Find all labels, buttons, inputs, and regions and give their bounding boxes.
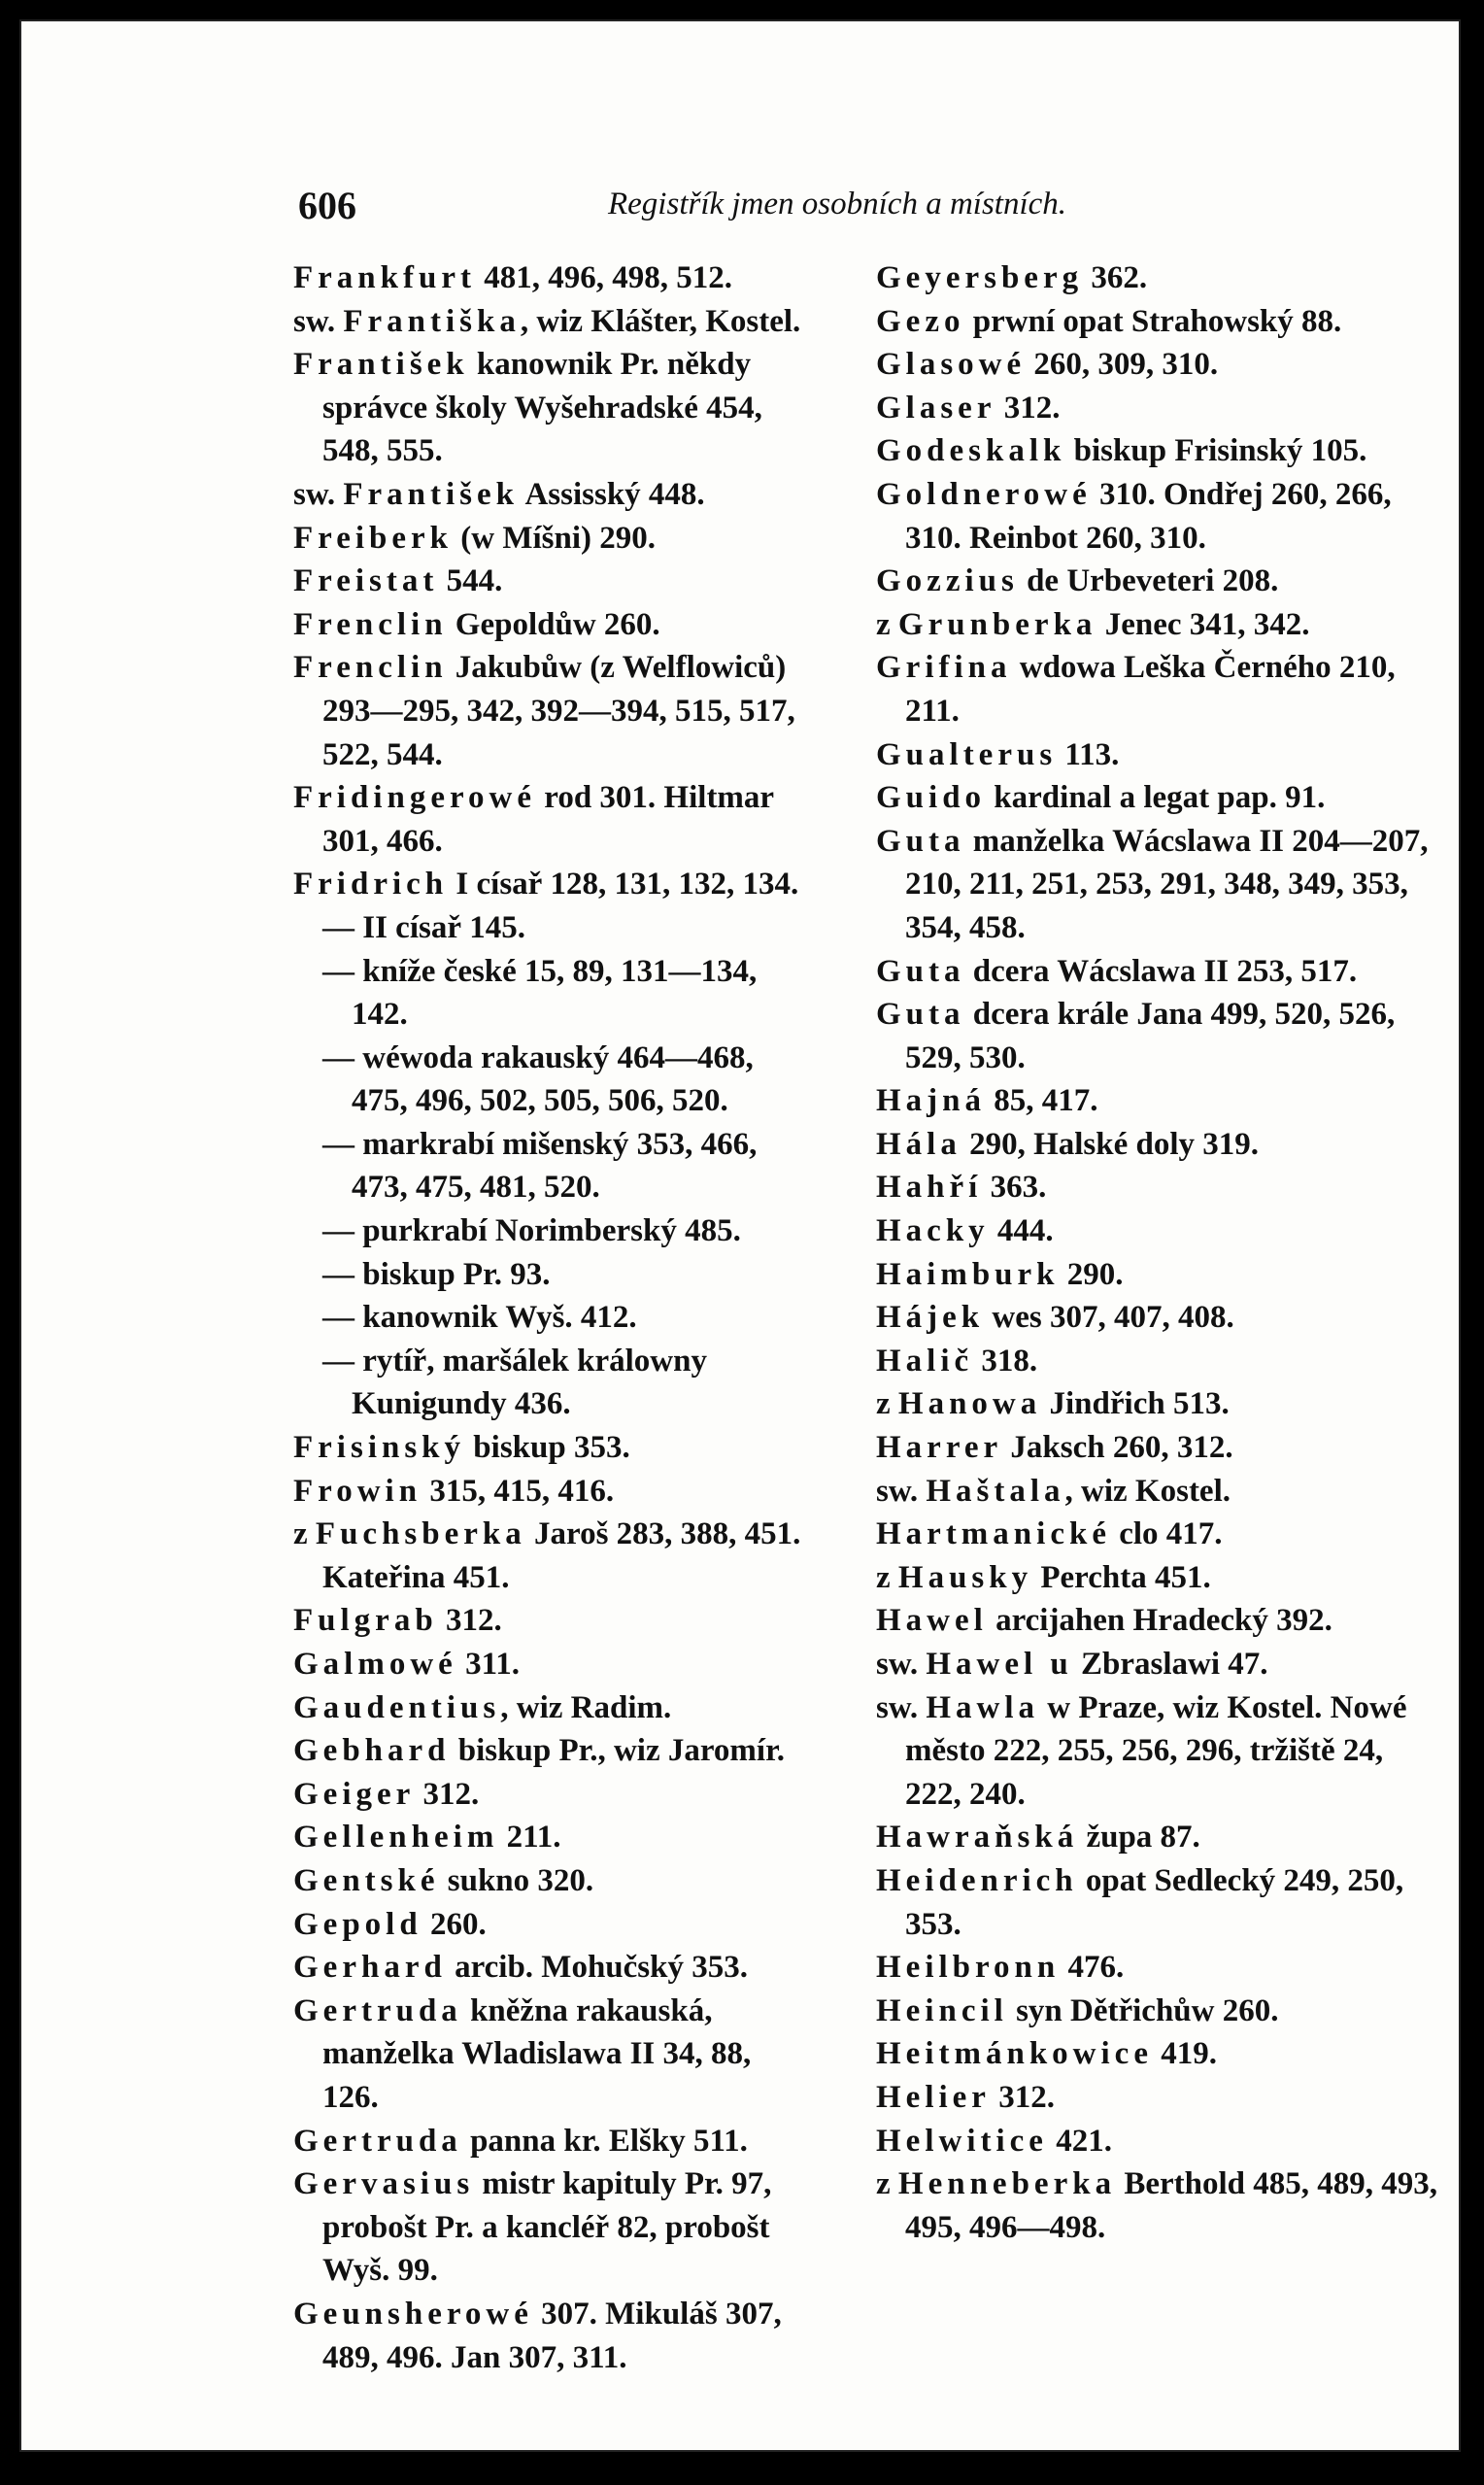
index-entry	[293, 1686, 808, 1730]
entry-headword: Hála	[876, 1126, 961, 1162]
index-entry	[876, 776, 1439, 820]
index-entry	[876, 950, 1439, 994]
entry-headword: Gellenheim	[293, 1820, 499, 1855]
entry-references: 260.	[422, 1906, 487, 1942]
index-entry	[293, 1859, 808, 1903]
index-entry	[876, 560, 1439, 603]
entry-references: biskup Pr., wiz Jaromír.	[450, 1733, 785, 1769]
entry-references: Gepoldůw 260.	[447, 606, 660, 642]
entry-headword: Fridrich	[293, 867, 449, 902]
entry-headword: Hacky	[876, 1213, 990, 1249]
entry-headword: Gentské	[293, 1862, 440, 1898]
entry-headword: Helwitice	[876, 2123, 1048, 2159]
entry-headword: Grifina	[876, 650, 1012, 686]
entry-references: 363.	[982, 1170, 1047, 1206]
entry-references: mistr kapituly Pr. 97, probošt Pr. a kancléř 82, probošt Wyš. 99.	[322, 2166, 780, 2289]
entry-references: dcera Wácslawa II 253, 517.	[964, 953, 1358, 989]
entry-references: de Urbeveteri 208.	[1018, 563, 1279, 599]
index-entry	[293, 776, 808, 863]
entry-references: , wiz Radim.	[500, 1689, 672, 1725]
entry-references: Zbraslawi 47.	[1072, 1647, 1268, 1682]
entry-headword: Hartmanické	[876, 1516, 1111, 1552]
index-entry	[876, 1946, 1439, 1990]
entry-headword: Haštala	[926, 1473, 1065, 1509]
entry-headword: Hájek	[876, 1300, 985, 1336]
entry-references: clo 417.	[1110, 1516, 1223, 1552]
entry-headword: Heilbronn	[876, 1950, 1061, 1986]
entry-references: 211.	[498, 1820, 561, 1855]
index-entry	[293, 1253, 808, 1297]
entry-prefix: sw.	[876, 1647, 927, 1682]
index-entry	[876, 1643, 1439, 1686]
entry-headword: Guta	[876, 997, 965, 1033]
entry-references: biskup Frisinský 105.	[1065, 433, 1367, 469]
entry-headword: Frisinský	[293, 1430, 466, 1466]
entry-headword: Hajná	[876, 1083, 987, 1119]
entry-references: 290, Halské doly 319.	[961, 1126, 1260, 1162]
entry-references: 260, 309, 310.	[1026, 347, 1219, 383]
index-entry	[876, 343, 1439, 387]
index-entry	[876, 1079, 1439, 1123]
page-number: 606	[298, 184, 356, 227]
entry-references: dcera krále Jana 499, 520, 526, 529, 530.	[905, 997, 1403, 1075]
entry-references: — kníže české 15, 89, 131—134, 142.	[322, 953, 765, 1033]
index-entry	[876, 1426, 1439, 1470]
index-entry	[293, 2120, 808, 2163]
entry-headword: Grunberka	[897, 606, 1097, 642]
entry-headword: Hawel	[876, 1603, 988, 1639]
entry-headword: Gebhard	[293, 1733, 451, 1769]
entry-headword: Gepold	[293, 1906, 422, 1942]
entry-headword: Hanowa	[897, 1386, 1042, 1422]
index-entry	[876, 1123, 1439, 1167]
entry-references: Jaroš 283, 388, 451. Kateřina 451.	[322, 1516, 809, 1595]
index-entry	[876, 2076, 1439, 2120]
entry-headword: Gozzius	[876, 563, 1019, 599]
index-entry	[293, 1946, 808, 1990]
entry-headword: František	[343, 476, 520, 512]
index-entry	[876, 1340, 1439, 1383]
entry-headword: Galmowé	[293, 1647, 457, 1682]
index-column-right	[876, 256, 1446, 2249]
entry-headword: Haimburk	[876, 1256, 1060, 1292]
entry-references: 307. Mikuláš 307, 489, 496. Jan 307, 311.	[322, 2296, 790, 2375]
index-entry	[293, 1773, 808, 1817]
entry-prefix: sw.	[876, 1473, 927, 1509]
index-entry	[293, 1816, 808, 1859]
index-entry	[293, 950, 808, 1037]
entry-headword: Gualterus	[876, 736, 1058, 772]
index-entry	[876, 1859, 1439, 1946]
entry-headword: Freistat	[293, 563, 439, 599]
index-entry	[293, 1470, 808, 1514]
index-entry	[876, 429, 1439, 473]
entry-references: syn Dětřichůw 260.	[1007, 1992, 1279, 2028]
entry-headword: Gervasius	[293, 2166, 475, 2202]
entry-references: , wiz Klášter, Kostel.	[520, 303, 801, 339]
entry-references: 318.	[973, 1343, 1038, 1379]
entry-references: , wiz Kostel.	[1064, 1473, 1231, 1509]
entry-references: Perchta 451.	[1032, 1559, 1211, 1595]
index-entry	[876, 1296, 1439, 1340]
index-entry	[293, 473, 808, 517]
book-page	[19, 19, 1461, 2452]
index-entry	[876, 1382, 1439, 1426]
entry-references: — II císař 145.	[322, 909, 525, 945]
index-entry	[293, 1426, 808, 1470]
entry-headword: Heincil	[876, 1992, 1008, 2028]
index-entry	[293, 1729, 808, 1773]
entry-headword: Fulgrab	[293, 1603, 438, 1639]
index-entry	[293, 1643, 808, 1686]
entry-references: 290.	[1059, 1256, 1124, 1292]
index-entry	[293, 603, 808, 647]
entry-references: Assisský 448.	[519, 476, 705, 512]
entry-references: 310. Ondřej 260, 266, 310. Reinbot 260, 310.	[905, 476, 1400, 556]
entry-prefix: sw.	[293, 303, 344, 339]
entry-references: 544.	[438, 563, 503, 599]
entry-references: 444.	[989, 1213, 1054, 1249]
entry-references: wdowa Leška Černého 210, 211.	[905, 650, 1403, 729]
entry-references: Jaksch 260, 312.	[1002, 1430, 1233, 1466]
entry-headword: Gaudentius	[293, 1689, 501, 1725]
entry-references: 362.	[1083, 260, 1148, 295]
entry-references: opat Sedlecký 249, 250, 353.	[905, 1862, 1412, 1942]
entry-references: 312.	[995, 390, 1061, 426]
entry-headword: Goldnerowé	[876, 476, 1092, 512]
entry-headword: Geyersberg	[876, 260, 1084, 295]
entry-headword: Henneberka	[897, 2166, 1117, 2202]
entry-references: — wéwoda rakauský 464—468, 475, 496, 502, 505, 506, 520.	[322, 1039, 761, 1119]
entry-headword: Guta	[876, 823, 965, 859]
entry-headword: Halič	[876, 1343, 974, 1379]
index-entry	[293, 1903, 808, 1947]
entry-references: panna kr. Elšky 511.	[461, 2123, 748, 2159]
entry-headword: Heidenrich	[876, 1862, 1078, 1898]
entry-references: 312.	[415, 1776, 480, 1812]
entry-prefix: z	[876, 1559, 898, 1595]
index-entry	[293, 1513, 808, 1599]
index-entry	[876, 300, 1439, 344]
entry-references: arcijahen Hradecký 392.	[987, 1603, 1332, 1639]
entry-references: prwní opat Strahowský 88.	[964, 303, 1342, 339]
entry-headword: Frenclin	[293, 650, 448, 686]
entry-references: sukno 320.	[439, 1862, 594, 1898]
entry-references: Berthold 485, 489, 493, 495, 496—498.	[905, 2166, 1446, 2245]
entry-references: kněžna rakauská, manželka Wladislawa II 34, 88, 126.	[322, 1992, 759, 2115]
index-entry	[293, 906, 808, 950]
entry-references: kanownik Pr. někdy správce školy Wyšehradské 454, 548, 555.	[322, 347, 771, 469]
entry-headword: Heitmánkowice	[876, 2036, 1153, 2072]
entry-headword: Godeskalk	[876, 433, 1066, 469]
entry-references: 312.	[990, 2079, 1055, 2115]
entry-references: 419.	[1152, 2036, 1217, 2072]
index-entry	[876, 1816, 1439, 1859]
entry-headword: Hahří	[876, 1170, 983, 1206]
entry-headword: Fuchsberka	[315, 1516, 526, 1552]
entry-references: — purkrabí Norimberský 485.	[322, 1213, 741, 1249]
entry-headword: Gezo	[876, 303, 965, 339]
entry-references: w Praze, wiz Kostel. Nowé město 222, 255, 256, 296, tržiště 24, 222, 240.	[905, 1689, 1415, 1812]
index-entry	[293, 1340, 808, 1426]
index-entry	[293, 300, 808, 344]
entry-references: manželka Wácslawa II 204—207, 210, 211, 251, 253, 291, 348, 349, 353, 354, 458.	[905, 823, 1436, 945]
index-entry	[876, 820, 1439, 950]
entry-prefix: z	[876, 2166, 898, 2202]
entry-references: — kanownik Wyš. 412.	[322, 1300, 637, 1336]
entry-headword: Glaser	[876, 390, 996, 426]
index-entry	[293, 2293, 808, 2379]
entry-headword: Františka	[343, 303, 521, 339]
entry-headword: Geunsherowé	[293, 2296, 533, 2332]
index-entry	[293, 1209, 808, 1253]
index-entry	[293, 1296, 808, 1340]
entry-headword: Hausky	[897, 1559, 1033, 1595]
entry-prefix: z	[876, 606, 898, 642]
entry-references: — markrabí mišenský 353, 466, 473, 475, 481, 520.	[322, 1126, 765, 1206]
index-entry	[293, 1037, 808, 1123]
entry-references: 312.	[437, 1603, 502, 1639]
entry-headword: Hawla	[926, 1689, 1040, 1725]
index-entry	[876, 993, 1439, 1079]
index-entry	[293, 2162, 808, 2293]
index-entry	[293, 517, 808, 561]
index-entry	[293, 560, 808, 603]
entry-references: — rytíř, maršálek králowny Kunigundy 436.	[322, 1343, 716, 1422]
entry-references: kardinal a legat pap. 91.	[986, 780, 1326, 816]
index-entry	[293, 1990, 808, 2120]
index-entry	[876, 1513, 1439, 1556]
entry-references: Jenec 341, 342.	[1096, 606, 1310, 642]
entry-references: 315, 415, 416.	[422, 1473, 615, 1509]
entry-references: 311.	[456, 1647, 520, 1682]
index-column-left	[293, 256, 808, 2379]
running-title: Registřík jmen osobních a místních.	[608, 187, 1067, 221]
entry-references: 85, 417.	[986, 1083, 1098, 1119]
index-entry	[876, 1209, 1439, 1253]
entry-references: arcib. Mohučský 353.	[446, 1950, 748, 1986]
index-entry	[876, 733, 1439, 777]
entry-prefix: z	[293, 1516, 316, 1552]
index-entry	[876, 1166, 1439, 1209]
entry-headword: Gertruda	[293, 1992, 462, 2028]
index-entry	[876, 2120, 1439, 2163]
entry-headword: Fridingerowé	[293, 780, 537, 816]
index-entry	[876, 1556, 1439, 1600]
entry-references: biskup 353.	[465, 1430, 630, 1466]
entry-headword: Hawel u	[926, 1647, 1073, 1682]
entry-references: — biskup Pr. 93.	[322, 1256, 551, 1292]
entry-references: (w Míšni) 290.	[453, 520, 657, 556]
index-entry	[876, 1686, 1439, 1817]
entry-prefix: sw.	[293, 476, 344, 512]
entry-headword: Geiger	[293, 1776, 416, 1812]
entry-headword: Hawraňská	[876, 1820, 1079, 1855]
entry-headword: Frankfurt	[293, 260, 476, 295]
index-entry	[293, 256, 808, 300]
entry-headword: Guta	[876, 953, 965, 989]
entry-headword: Gertruda	[293, 2123, 462, 2159]
index-entry	[876, 387, 1439, 430]
entry-headword: Gerhard	[293, 1950, 447, 1986]
entry-headword: Frowin	[293, 1473, 422, 1509]
entry-headword: Helier	[876, 2079, 991, 2115]
index-entry	[876, 256, 1439, 300]
index-entry	[876, 603, 1439, 647]
index-entry	[876, 1253, 1439, 1297]
index-entry	[876, 473, 1439, 560]
index-entry	[293, 1123, 808, 1209]
index-entry	[876, 2162, 1446, 2249]
entry-headword: Frenclin	[293, 606, 448, 642]
entry-references: 421.	[1047, 2123, 1112, 2159]
entry-references: župa 87.	[1078, 1820, 1200, 1855]
entry-prefix: sw.	[876, 1689, 927, 1725]
entry-prefix: z	[876, 1386, 898, 1422]
entry-references: Jakubůw (z Welflowiců) 293—295, 342, 392—394, 515, 517, 522, 544.	[322, 650, 803, 772]
index-entry	[876, 1470, 1439, 1514]
entry-headword: František	[293, 347, 469, 383]
index-entry	[876, 1599, 1439, 1643]
entry-references: 476.	[1060, 1950, 1125, 1986]
index-entry	[293, 343, 808, 473]
entry-references: wes 307, 407, 408.	[984, 1300, 1234, 1336]
index-entry	[876, 646, 1439, 732]
entry-headword: Freiberk	[293, 520, 454, 556]
entry-references: 113.	[1057, 736, 1120, 772]
page-header	[21, 177, 1459, 235]
entry-references: Jindřich 513.	[1041, 1386, 1230, 1422]
entry-headword: Glasowé	[876, 347, 1027, 383]
index-entry	[293, 863, 808, 906]
entry-references: 481, 496, 498, 512.	[476, 260, 732, 295]
index-entry	[293, 1599, 808, 1643]
entry-references: I císař 128, 131, 132, 134.	[448, 867, 799, 902]
index-entry	[876, 2032, 1439, 2076]
index-entry	[293, 646, 808, 776]
entry-headword: Harrer	[876, 1430, 1003, 1466]
index-entry	[876, 1990, 1439, 2033]
entry-headword: Guido	[876, 780, 987, 816]
entry-references: rod 301. Hiltmar 301, 466.	[322, 780, 782, 859]
